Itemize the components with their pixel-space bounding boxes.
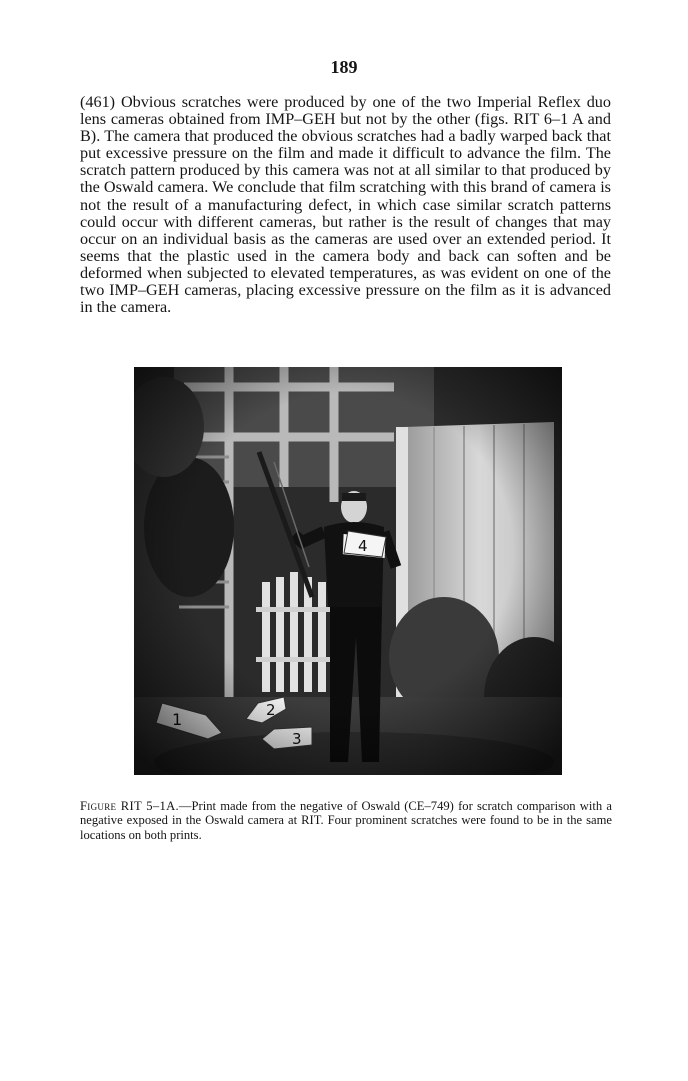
figure-photograph bbox=[134, 367, 562, 775]
page-number: 189 bbox=[330, 57, 358, 77]
body-paragraph: (461) Obvious scratches were produced by one of the two Imperial Reflex duo lens cameras obtained from IMP–GEH but not by the other (figs. RIT 6–1 A and B). The camera that produced the obvious scratches had a badly warped back that put excessive pressure on the film and made it difficult to advance the film. The scratch pattern produced by this camera was not at all similar to that produced by the Oswald camera. We conclude that film scratching with this brand of camera is not the result of a manufacturing defect, in which case similar scratch patterns could occur with different cameras, but rather is the result of changes that may occur on an individual basis as the cameras are used over an extended period. It seems that the plastic used in the camera body and back can soften and be deformed when subjected to elevated temperatures, as was evident on one of the two IMP–GEH cameras, placing excessive pressure on the film as it is advanced in the camera. bbox=[80, 93, 611, 317]
figure-caption-label: Figure RIT 5–1A. bbox=[80, 799, 179, 813]
photo-illustration bbox=[134, 367, 562, 775]
figure-caption bbox=[80, 799, 612, 842]
figure-caption-text: —Print made from the negative of Oswald (CE–749) for scratch comparison with a negative exposed in the Oswald camera at RIT. Four prominent scratches were found to be in the same locations on both prints. bbox=[80, 799, 612, 842]
